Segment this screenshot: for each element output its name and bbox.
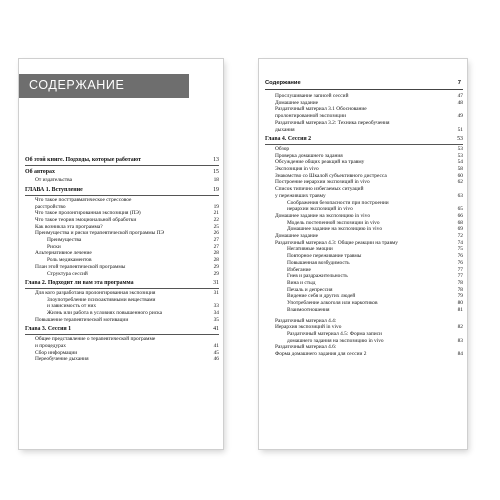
entry-title: Раздаточный материал 3.2: Техника переобучения [275,119,390,126]
entry-title: Глава 2. Подходит ли вам эта программа [25,280,134,287]
entry-page-number: 41 [213,326,219,333]
toc-entry [265,193,463,200]
entry-title: Жизнь или работа в условиях повышенного риска [47,310,163,317]
entry-page-number: 80 [457,300,463,307]
entry-page-number: 77 [457,266,463,273]
entry-title: Негативные эмоции [287,246,333,253]
entry-title: Соображения безопасности при построении [287,199,389,206]
entry-page-number: 83 [457,337,463,344]
entry-page-number: 27 [213,243,219,250]
entry-page-number: 19 [213,203,219,210]
right-page [259,59,467,449]
entry-page-number: 65 [457,206,463,213]
entry-page-number: 68 [457,219,463,226]
entry-page-number: 41 [213,342,219,349]
entry-page-number: 53 [457,152,463,159]
entry-page-number: 28 [213,257,219,264]
toc-entry [25,290,219,297]
entry-title: Знакомство со Шкалой субъективного дистресса [275,172,387,179]
toc-entry [25,343,219,350]
toc-entry [265,273,463,280]
toc-entry [265,206,463,213]
entry-page-number: 51 [457,126,463,133]
entry-page-number: 13 [213,157,219,163]
entry-page-number: 48 [457,99,463,106]
toc-entry [265,213,463,220]
toc-entry [25,264,219,271]
entry-title: Повышенная возбудимость [287,259,350,266]
toc-entry [265,233,463,240]
toc-entry [265,260,463,267]
entry-page-number: 74 [457,239,463,246]
entry-title: Раздаточный материал 4.4: [275,317,337,324]
entry-title: домашнего задания на экспозицию in vivo [287,337,384,344]
entry-page-number: 26 [213,230,219,237]
toc-entry [265,186,463,193]
left-page [19,59,223,449]
entry-title: Форма домашнего задания для сессии 2 [275,351,367,358]
entry-title: Домашнее задание [275,233,319,240]
toc-entry [25,257,219,264]
entry-title: Список типично избегаемых ситуаций [275,186,364,193]
entry-title: иерархии экспозиций in vivo [287,206,353,213]
entry-title: Раздаточный материал 4.6: [275,344,337,351]
entry-page-number: 60 [457,172,463,179]
toc-right [265,59,463,358]
entry-title: Иерархия экспозиций in vivo [275,324,342,331]
entry-page-number: 79 [457,293,463,300]
entry-page-number: 29 [213,263,219,270]
toc-entry [265,267,463,274]
entry-title: Избегание [287,266,311,273]
header-rule [265,89,463,90]
entry-title: Риски [47,243,61,250]
entry-page-number: 21 [213,210,219,217]
entry-title: расстройство [35,203,66,210]
entry-page-number: 81 [457,306,463,313]
toc-entry [25,197,219,204]
entry-title: Как возникла эта программа? [35,223,103,230]
entry-page-number: 82 [457,324,463,331]
entry-title: пролонгированной экспозиции [275,113,346,120]
entry-title: Сбор информации [35,349,78,356]
entry-page-number: 19 [213,187,219,194]
entry-page-number: 25 [213,223,219,230]
entry-title: Проверка домашнего задания [275,152,343,159]
entry-title: Раздаточный материал 4.5: Форма записи [287,330,382,337]
toc-entry [265,240,463,247]
toc-entry [265,351,463,358]
entry-title: Преимущества [47,237,82,244]
entry-page-number: 49 [457,113,463,120]
entry-page-number: 72 [457,233,463,240]
entry-page-number: 75 [457,246,463,253]
toc-entry [265,120,463,127]
running-head [265,80,463,93]
entry-page-number: 63 [457,192,463,199]
entry-title: Печаль и депрессия [287,286,333,293]
toc-entry [25,297,219,304]
entry-page-number: 66 [457,212,463,219]
toc-entry [265,226,463,233]
toc-entry [25,271,219,278]
entry-title: Домашнее задание на экспозицию in vivo [287,226,383,233]
entry-title: Повышение терапевтической мотивации [35,316,129,323]
chapter-entry [25,187,219,196]
entry-page-number: 58 [457,166,463,173]
entry-title: Повторное переживание травмы [287,253,362,260]
entry-title: Структура сессий [47,270,88,277]
entry-title: и процедурах [35,342,66,349]
entry-page-number: 31 [213,280,219,287]
entry-page-number: 35 [213,316,219,323]
toc-entry [265,324,463,331]
toc-entry [265,166,463,173]
entry-title: Гнев и раздражительность [287,273,348,280]
toc-entry [25,356,219,363]
entry-title: Преимущества и риски терапевтической программы ПЭ [35,230,165,237]
entry-page-number: 34 [213,310,219,317]
entry-page-number: 27 [213,237,219,244]
entry-page-number: 31 [213,289,219,296]
entry-title: План этой терапевтической программы [35,263,126,270]
entry-title: Построение иерархии экспозиций in vivo [275,179,370,186]
entry-title: Альтернативное лечение [35,250,92,257]
entry-title: Роль медикаментов [47,257,92,264]
entry-page-number: 69 [457,226,463,233]
running-head-title: Содержание [265,80,301,86]
entry-page-number: 46 [213,356,219,363]
entry-title: Раздаточный материал 3.1 Обоснование [275,106,367,113]
entry-page-number: 28 [213,250,219,257]
entry-title: Домашнее задание [275,99,319,106]
toc-entry [265,93,463,100]
toc-entry [25,310,219,317]
entry-page-number: 62 [457,179,463,186]
entry-title: Глава 4. Сессия 2 [265,136,312,143]
toc-entry [265,246,463,253]
toc-entry [25,244,219,251]
entry-title: Злоупотребление психоактивными веществами [47,296,156,303]
chapter-entry [265,136,463,145]
entry-title: Об авторах [25,168,55,175]
chapter-entry [25,326,219,335]
entry-page-number: 22 [213,216,219,223]
entry-title: Употребление алкоголя или наркотиков [287,300,378,307]
entry-title: Прослушивание записей сессий [275,93,349,99]
toc-entry [25,177,219,184]
entry-title: Раздаточный материал 4.3: Общие реакции на травму [275,239,398,246]
toc-entry [265,331,463,338]
entry-title: Модель постепенной экспозиции in vivo [287,219,380,226]
entry-page-number: 53 [457,145,463,152]
entry-page-number: 47 [457,93,463,99]
entry-title: Вина и стыд [287,279,316,286]
toc-entry [25,217,219,224]
toc-entry [25,250,219,257]
chapter-entry [25,280,219,289]
entry-page-number: 18 [213,177,219,184]
toc-entry [265,146,463,153]
toc-entry [265,113,463,120]
toc-entry [265,307,463,314]
entry-title: Домашнее задание на экспозицию in vivo [275,212,371,219]
entry-page-number: 76 [457,259,463,266]
entry-page-number: 45 [213,349,219,356]
contents-banner [19,74,189,98]
toc-entry [265,300,463,307]
contents-title: СОДЕРЖАНИЕ [29,78,125,92]
entry-title: От издательства [35,177,73,184]
page-number: 7 [457,80,461,86]
entry-title: Взаимоотношения [287,306,330,313]
entry-page-number: 15 [213,168,219,175]
toc-entry [25,237,219,244]
entry-page-number: 84 [457,351,463,358]
toc-entry [265,253,463,260]
toc-left [25,154,219,363]
entry-title: Экспозиция in vivo [275,166,319,173]
entry-page-number: 78 [457,279,463,286]
entry-title: Что такое теория эмоциональной обработки [35,216,137,223]
chapter-entry [25,169,219,177]
entry-page-number: 78 [457,286,463,293]
entry-title: Что такое пролонгированная экспозиция (ПЭ) [35,210,141,217]
toc-entry [25,230,219,237]
toc-entry [25,336,219,343]
entry-title: Что такое посттравматическое стрессовое [35,196,132,203]
entry-page-number: 77 [457,273,463,280]
entry-page-number: 76 [457,253,463,260]
entry-title: дыхания [275,126,295,133]
entry-title: Обзор [275,145,290,152]
entry-page-number: 54 [457,159,463,166]
toc-entry [265,159,463,166]
entry-title: и зависимость от них [47,303,97,310]
entry-title: Глава 3. Сессия 1 [25,326,72,333]
entry-page-number: 33 [213,303,219,310]
entry-title: Об этой книге. Подходы, которые работают [25,157,141,163]
toc-entry [265,127,463,134]
chapter-entry [25,157,219,166]
entry-title: ГЛАВА 1. Вступление [25,187,83,194]
toc-entry [25,317,219,324]
entry-title: Видение себя и других людей [287,293,356,300]
entry-title: Для кого разработана пролонгированная экспозиция [35,289,156,296]
toc-entry [265,220,463,227]
toc-entry [25,210,219,217]
entry-title: Обсуждение общих реакций на травму [275,159,365,166]
toc-entry [265,280,463,287]
entry-title: Переобучение дыхания [35,356,89,363]
entry-page-number: 53 [457,136,463,143]
toc-entry [265,344,463,351]
entry-page-number: 29 [213,270,219,277]
entry-title: у переживших травму [275,192,326,199]
entry-title: Общее представление о терапевтической программе [35,336,156,343]
